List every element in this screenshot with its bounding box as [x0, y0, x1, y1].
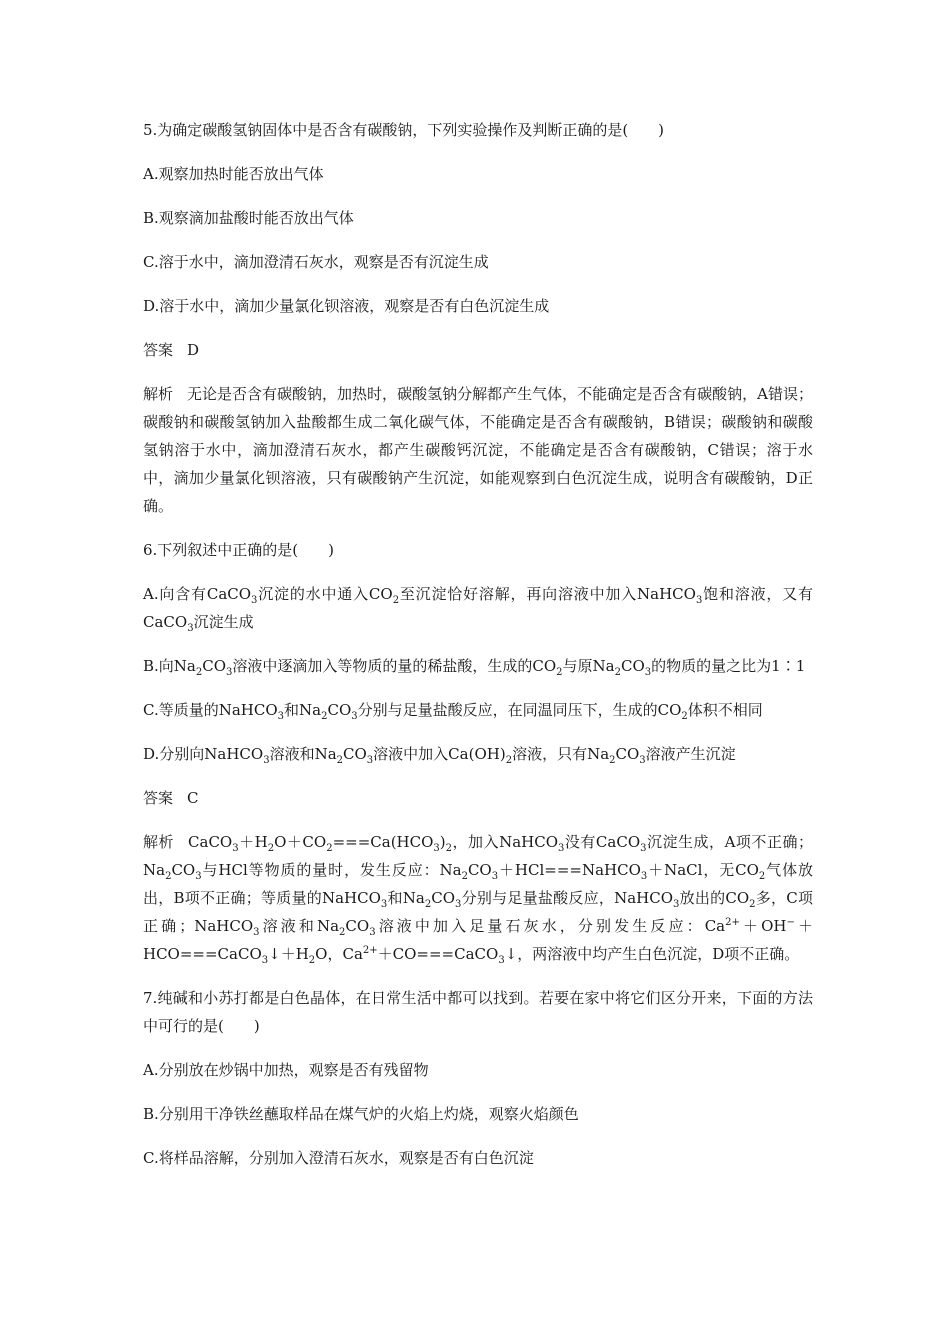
question-6-option-b: B.向$Na_2CO_3$溶液中逐滴加入等物质的量的稀盐酸，生成的$CO_2$与原$Na_2CO_3$的物质的量之比为1∶1 [143, 657, 806, 678]
analysis-label: 解析 [143, 833, 175, 851]
answer-label: 答案 [143, 341, 174, 359]
analysis-text: 无论是否含有碳酸钠，加热时，碳酸氢钠分解都产生气体，不能确定是否含有碳酸钠，A错误；碳酸钠和碳酸氢钠加入盐酸都生成二氧化碳气体，不能确定是否含有碳酸钠，B错误；碳酸钠和碳酸氢钠溶于水中，滴加澄清石灰水，都产生碳酸钙沉淀，不能确定是否含有碳酸钠，C错误；溶于水中，滴加少量氯化钡溶液，只有碳酸钠产生沉淀，如能观察到白色沉淀生成，说明含有碳酸钠，D正确。 [143, 385, 813, 515]
question-6-option-d: D.分别向NaHCO$_3$溶液和$Na_2CO_3$溶液中加入$Ca(OH)_2$溶液，只有$Na_2CO_3$溶液产生沉淀 [143, 745, 736, 766]
question-7-stem: 7.纯碱和小苏打都是白色晶体，在日常生活中都可以找到。若要在家中将它们区分开来，下面的方法中可行的是( ) [143, 989, 813, 1035]
question-5-stem: 5.为确定碳酸氢钠固体中是否含有碳酸钠，下列实验操作及判断正确的是( ) [143, 121, 665, 139]
analysis-label: 解析 [143, 385, 174, 403]
question-5-analysis [143, 380, 813, 520]
question-5-answer [143, 336, 813, 364]
question-6-answer [143, 784, 813, 812]
question-5-option-a: A.观察加热时能否放出气体 [143, 165, 324, 183]
answer-label: 答案 [143, 789, 174, 807]
question-7-option-b: B.分别用干净铁丝蘸取样品在煤气炉的火焰上灼烧，观察火焰颜色 [143, 1105, 579, 1123]
question-5-option-d: D.溶于水中，滴加少量氯化钡溶液，观察是否有白色沉淀生成 [143, 297, 550, 315]
question-6-option-c: C.等质量的NaHCO$_3$和$Na_2CO_3$分别与足量盐酸反应，在同温同压下，生成的$CO_2$体积不相同 [143, 701, 763, 722]
question-5-option-b: B.观察滴加盐酸时能否放出气体 [143, 209, 354, 227]
question-7-option-c: C.将样品溶解，分别加入澄清石灰水，观察是否有白色沉淀 [143, 1149, 534, 1167]
question-7-option-a: A.分别放在炒锅中加热，观察是否有残留物 [143, 1061, 429, 1079]
question-6-analysis: 解析 $CaCO_3+H_2O+CO_2===Ca(HCO_3)_2$，加入NaHCO$_3$没有CaCO$_3$沉淀生成，A项不正确；$Na_2CO_3$与HCl等物质的量时，发生反应：$Na_2CO_3+HCl===NaHCO_3+NaCl$，无$CO_2$气体放出，B项不正确；等质量的NaHCO$_3$和$Na_2CO_3$分别与足量盐酸反应，NaHCO$_3$放出的$CO_2$多，C项正确；NaHCO$_3$溶液和$Na_2CO_3$溶液中加入足量石灰水，分别发生反应：$Ca^{2+}+OH^-+HCO===CaCO_3↓+H_2O$，$Ca^{2+}+CO===CaCO_3↓$，两溶液中均产生白色沉淀，D项不正确。 [143, 833, 813, 966]
question-5-option-c: C.溶于水中，滴加澄清石灰水，观察是否有沉淀生成 [143, 253, 489, 271]
question-6-stem: 6.下列叙述中正确的是( ) [143, 541, 335, 559]
answer-value: D [187, 341, 200, 359]
question-6-option-a: A.向含有CaCO$_3$沉淀的水中通入$CO_2$至沉淀恰好溶解，再向溶液中加入NaHCO$_3$饱和溶液，又有CaCO$_3$沉淀生成 [143, 585, 813, 634]
answer-value: C [187, 789, 199, 807]
document-page [143, 116, 813, 1188]
